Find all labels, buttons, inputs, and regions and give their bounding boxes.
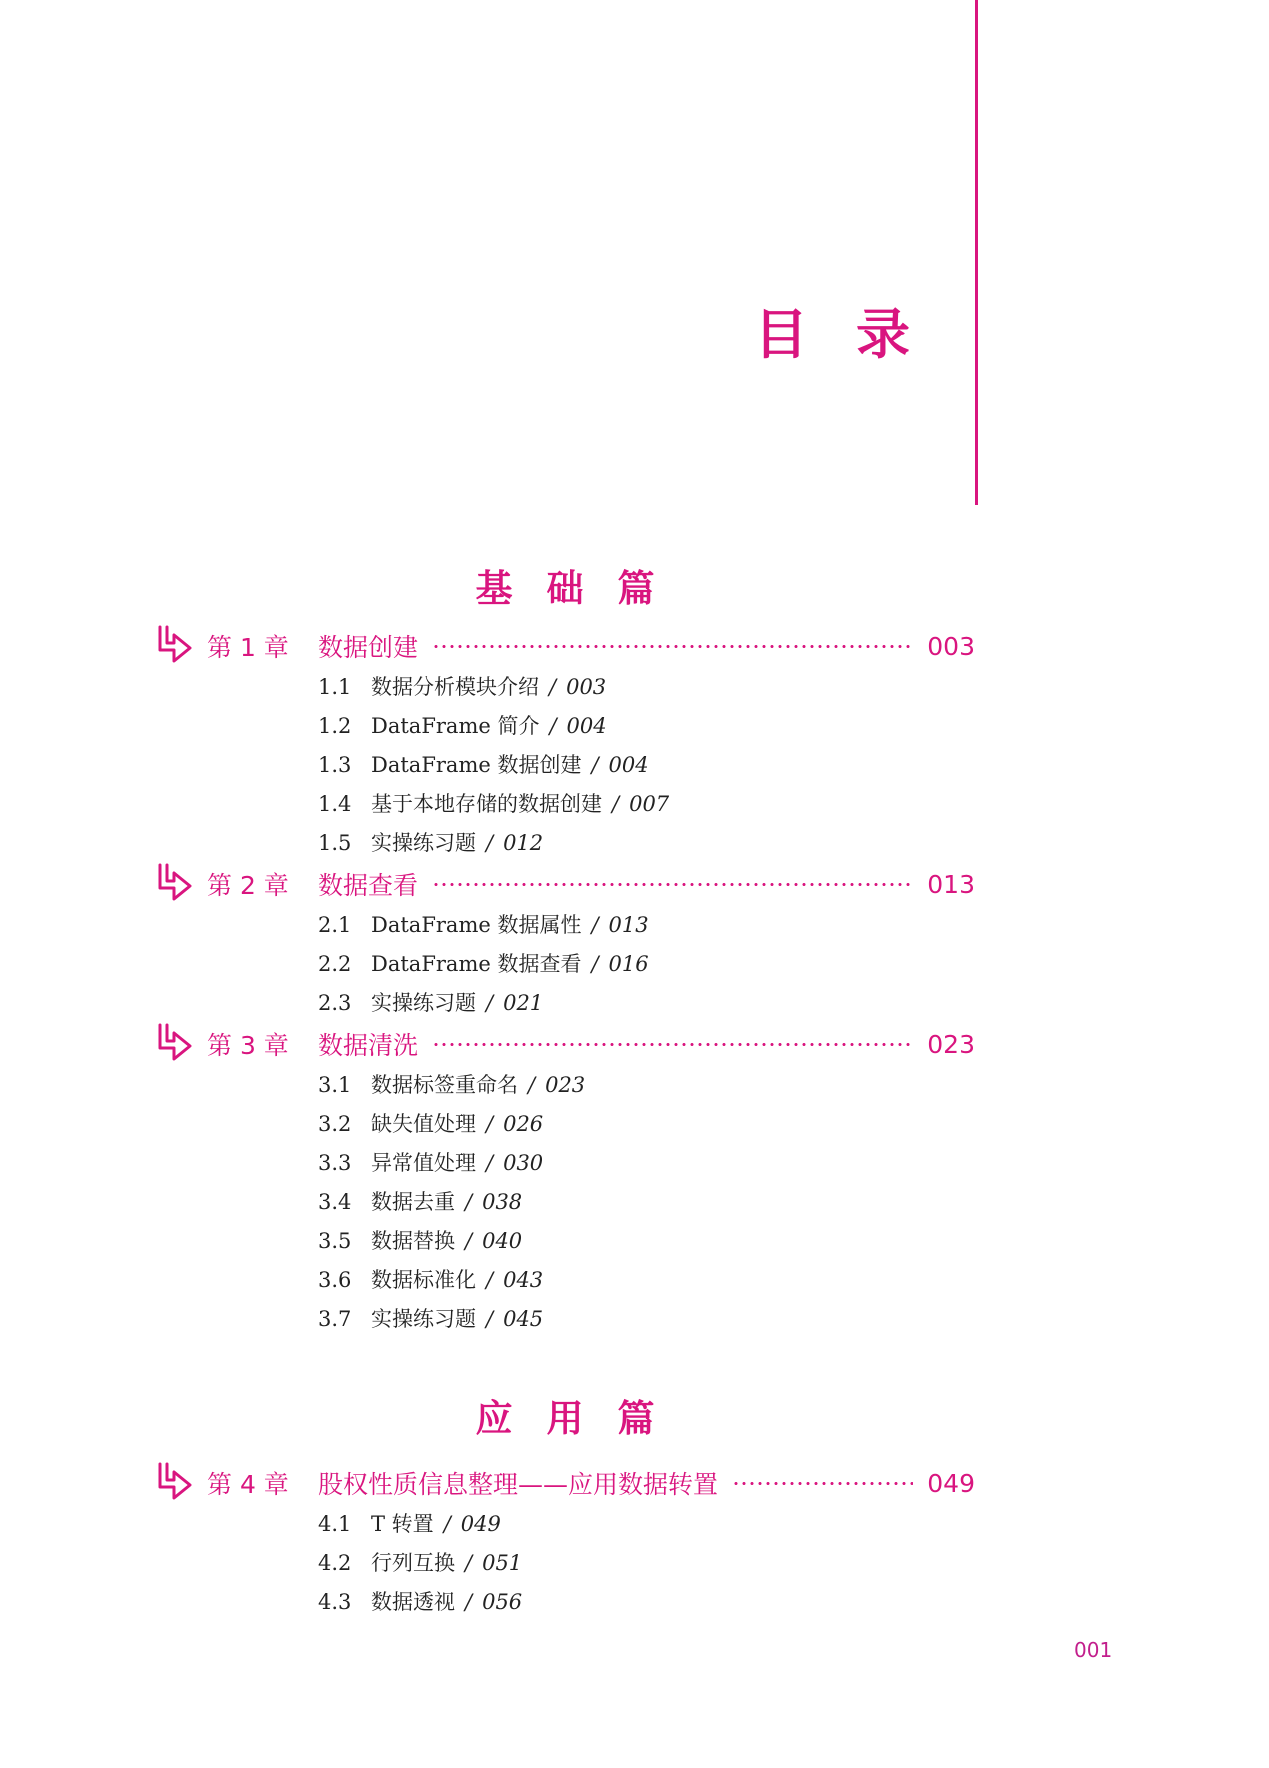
section-title: 数据分析模块介绍: [371, 675, 539, 699]
separator: /: [486, 1112, 494, 1136]
section-entry[interactable]: [318, 1588, 522, 1616]
toc-title: 目录: [754, 303, 958, 366]
chapter-title: 数据查看: [318, 871, 419, 900]
separator: /: [465, 1551, 473, 1575]
chapter-entry[interactable]: [150, 860, 975, 908]
section-entry[interactable]: [318, 712, 607, 740]
section-entry[interactable]: [318, 1149, 543, 1177]
section-page: 004: [608, 753, 649, 777]
chapter-page: 013: [927, 869, 975, 899]
section-number: 1.3: [318, 753, 352, 777]
section-page: 012: [503, 831, 544, 855]
section-number: 4.1: [318, 1512, 352, 1536]
separator: /: [486, 991, 494, 1015]
section-page: 004: [566, 714, 607, 738]
section-entry[interactable]: [318, 911, 649, 939]
section-title: 实操练习题: [371, 831, 476, 855]
chapter-entry[interactable]: [150, 622, 975, 670]
section-page: 021: [503, 991, 544, 1015]
section-title: 数据标准化: [371, 1268, 476, 1292]
section-entry[interactable]: [318, 1266, 543, 1294]
section-title: 实操练习题: [371, 1307, 476, 1331]
section-number: 3.3: [318, 1151, 352, 1175]
section-entry[interactable]: [318, 989, 543, 1017]
chapter-page: 049: [927, 1468, 975, 1498]
arrow-icon: [150, 1020, 198, 1068]
section-page: 007: [629, 792, 670, 816]
section-title: DataFrame 简介: [371, 714, 540, 738]
section-entry[interactable]: [318, 1188, 522, 1216]
section-entry[interactable]: [318, 1110, 543, 1138]
separator: /: [591, 753, 599, 777]
arrow-icon: [150, 1459, 198, 1507]
section-number: 1.5: [318, 831, 352, 855]
chapter-page: 003: [927, 631, 975, 661]
separator: /: [549, 675, 557, 699]
separator: /: [486, 1151, 494, 1175]
section-number: 2.1: [318, 913, 352, 937]
section-title: DataFrame 数据属性: [371, 913, 582, 937]
section-title: 数据去重: [371, 1190, 455, 1214]
separator: /: [486, 1268, 494, 1292]
separator: /: [549, 714, 557, 738]
section-page: 043: [503, 1268, 544, 1292]
arrow-icon: [150, 622, 198, 670]
part-title: 基础篇: [475, 566, 689, 610]
section-title: 基于本地存储的数据创建: [371, 792, 602, 816]
section-entry[interactable]: [318, 673, 606, 701]
section-entry[interactable]: [318, 1071, 585, 1099]
section-page: 045: [503, 1307, 544, 1331]
section-number: 2.3: [318, 991, 352, 1015]
chapter-title: 数据创建: [318, 633, 419, 662]
dot-leader: [432, 1042, 913, 1047]
chapter-number: 第 1 章: [207, 633, 289, 662]
vertical-accent-line: [975, 0, 978, 505]
section-number: 1.2: [318, 714, 352, 738]
section-page: 038: [482, 1190, 523, 1214]
separator: /: [612, 792, 620, 816]
separator: /: [465, 1190, 473, 1214]
section-entry[interactable]: [318, 1305, 543, 1333]
section-title: 行列互换: [371, 1551, 455, 1575]
section-title: DataFrame 数据查看: [371, 952, 582, 976]
dot-leader: [732, 1481, 913, 1486]
section-title: 数据替换: [371, 1229, 455, 1253]
section-page: 051: [482, 1551, 523, 1575]
chapter-entry[interactable]: [150, 1459, 975, 1507]
section-page: 013: [608, 913, 649, 937]
separator: /: [465, 1590, 473, 1614]
separator: /: [528, 1073, 536, 1097]
section-title: 异常值处理: [371, 1151, 476, 1175]
section-number: 1.1: [318, 675, 352, 699]
section-number: 1.4: [318, 792, 352, 816]
chapter-page: 023: [927, 1029, 975, 1059]
section-page: 003: [566, 675, 607, 699]
section-number: 3.5: [318, 1229, 352, 1253]
section-entry[interactable]: [318, 790, 669, 818]
section-title: T 转置: [371, 1512, 434, 1536]
separator: /: [465, 1229, 473, 1253]
chapter-entry[interactable]: [150, 1020, 975, 1068]
section-number: 3.4: [318, 1190, 352, 1214]
section-title: 数据标签重命名: [371, 1073, 518, 1097]
arrow-icon: [150, 860, 198, 908]
section-entry[interactable]: [318, 1549, 522, 1577]
section-number: 3.6: [318, 1268, 352, 1292]
section-page: 056: [482, 1590, 523, 1614]
section-page: 026: [503, 1112, 544, 1136]
section-title: DataFrame 数据创建: [371, 753, 582, 777]
chapter-number: 第 4 章: [207, 1470, 289, 1499]
section-number: 4.3: [318, 1590, 352, 1614]
chapter-title: 股权性质信息整理——应用数据转置: [318, 1470, 719, 1499]
separator: /: [443, 1512, 451, 1536]
section-page: 049: [460, 1512, 501, 1536]
section-title: 数据透视: [371, 1590, 455, 1614]
chapter-number: 第 3 章: [207, 1031, 289, 1060]
part-title: 应用篇: [475, 1396, 689, 1440]
separator: /: [486, 831, 494, 855]
section-page: 016: [608, 952, 649, 976]
chapter-number: 第 2 章: [207, 871, 289, 900]
section-number: 3.1: [318, 1073, 352, 1097]
separator: /: [591, 913, 599, 937]
separator: /: [486, 1307, 494, 1331]
section-title: 缺失值处理: [371, 1112, 476, 1136]
section-number: 2.2: [318, 952, 352, 976]
section-entry[interactable]: [318, 950, 649, 978]
section-number: 3.2: [318, 1112, 352, 1136]
section-entry[interactable]: [318, 1510, 501, 1538]
dot-leader: [432, 644, 913, 649]
separator: /: [591, 952, 599, 976]
section-number: 3.7: [318, 1307, 352, 1331]
dot-leader: [432, 882, 913, 887]
section-title: 实操练习题: [371, 991, 476, 1015]
chapter-title: 数据清洗: [318, 1031, 419, 1060]
section-entry[interactable]: [318, 1227, 522, 1255]
section-entry[interactable]: [318, 829, 543, 857]
section-page: 030: [503, 1151, 544, 1175]
page-number: 001: [1074, 1638, 1113, 1662]
section-entry[interactable]: [318, 751, 649, 779]
section-page: 023: [545, 1073, 586, 1097]
section-page: 040: [482, 1229, 523, 1253]
section-number: 4.2: [318, 1551, 352, 1575]
